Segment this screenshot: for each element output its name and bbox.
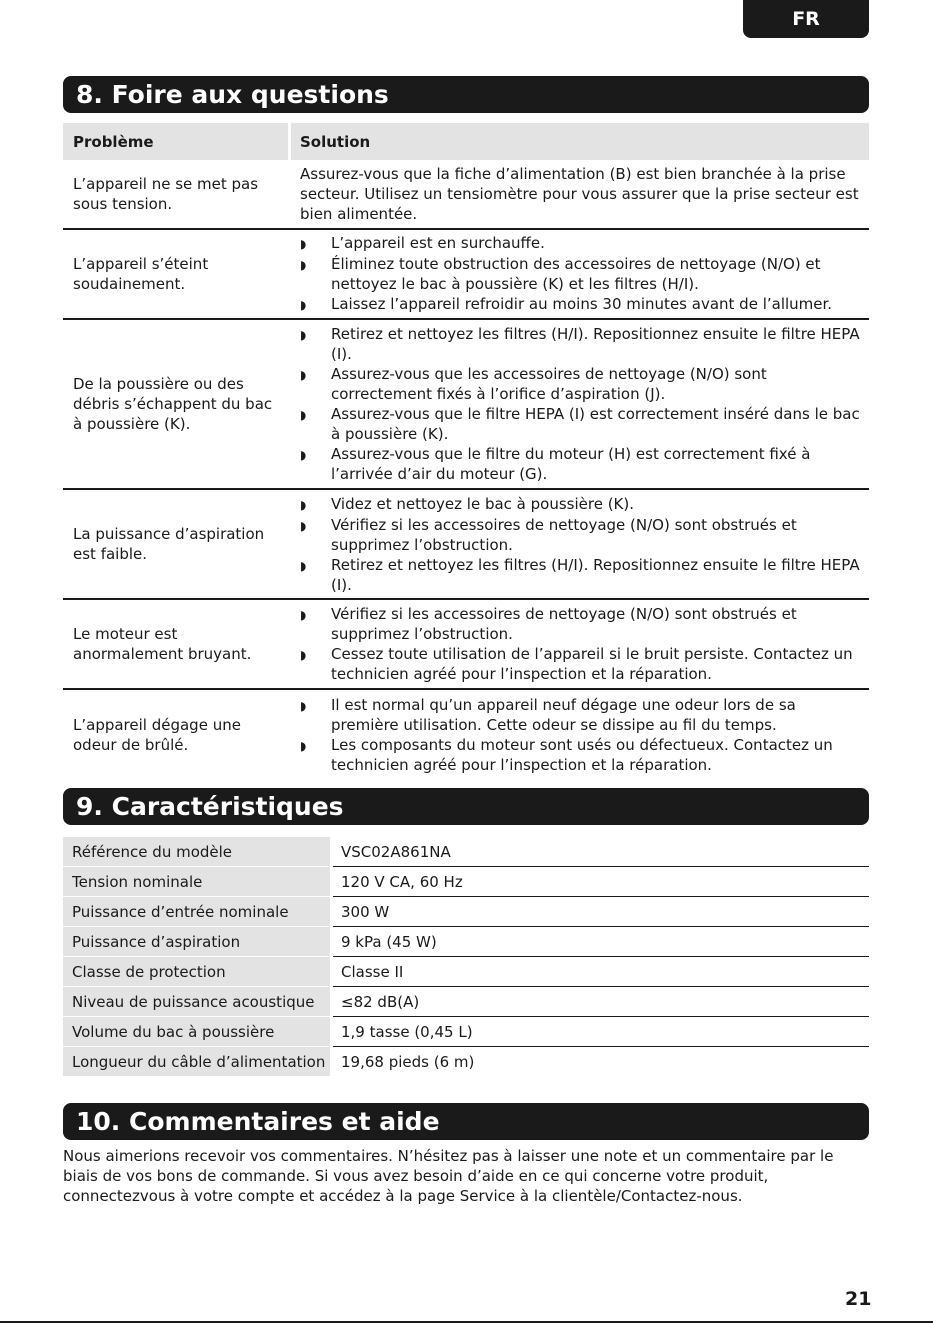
faq-bullet-text: Vérifiez si les accessoires de nettoyage (N/O) sont obstrués et supprimez l’obstruction.: [331, 515, 797, 554]
bullet-arrow-icon: ◗: [300, 298, 307, 312]
spec-row: [63, 837, 869, 867]
spec-label: Tension nominale: [63, 867, 330, 897]
faq-solution-cell: [291, 233, 869, 315]
bullet-arrow-icon: ◗: [300, 699, 307, 713]
faq-problem-cell: La puissance d’aspiration est faible.: [73, 525, 265, 563]
faq-solution-cell: [291, 494, 869, 595]
spec-value: 19,68 pieds (6 m): [341, 1053, 475, 1071]
faq-bullet-text: Assurez-vous que le filtre HEPA (I) est correctement inséré dans le bac à poussière (K).: [331, 405, 860, 443]
faq-solution-cell: [291, 695, 869, 775]
bullet-arrow-icon: ◗: [300, 368, 307, 382]
bullet-arrow-icon: ◗: [300, 518, 307, 533]
spec-value: 300 W: [333, 897, 869, 927]
faq-solution-bullet: [300, 254, 861, 294]
spec-row: [63, 867, 869, 897]
faq-col-solution: Solution: [291, 123, 869, 160]
faq-solution-bullet: [300, 404, 861, 444]
bullet-arrow-icon: ◗: [300, 237, 307, 251]
faq-row: [63, 230, 869, 320]
spec-label: Niveau de puissance acoustique: [63, 987, 330, 1017]
faq-solution-bullet: [300, 233, 861, 254]
faq-bullet-text: Retirez et nettoyez les filtres (H/I). Repositionnez ensuite le filtre HEPA (I).: [331, 555, 860, 594]
bullet-arrow-icon: ◗: [300, 648, 307, 662]
faq-bullet-text: Videz et nettoyez le bac à poussière (K).: [331, 494, 635, 513]
faq-problem-cell: Le moteur est anormalement bruyant.: [73, 625, 252, 663]
bullet-arrow-icon: ◗: [300, 258, 307, 272]
spec-row: [63, 927, 869, 957]
faq-solution-bullet: [300, 364, 861, 404]
faq-table-body: [63, 160, 869, 780]
faq-solution-cell: [291, 164, 869, 224]
faq-table-header: [63, 123, 869, 160]
spec-label: Puissance d’aspiration: [63, 927, 330, 957]
faq-solution-bullet: [300, 294, 861, 315]
specs-section-title: 9. Caractéristiques: [63, 788, 869, 825]
faq-solution-bullet: [300, 555, 861, 595]
faq-row: [63, 320, 869, 490]
bullet-arrow-icon: ◗: [300, 739, 307, 753]
feedback-paragraph: Nous aimerions recevoir vos commentaires. N’hésitez pas à laisser une note et un commentaire par le biais de vos bons de commande. Si vous avez besoin d’aide en ce qui concerne votre produit, connectezvous à votre compte et accédez à la page Service à la clientèle/Contactez-nous.: [63, 1147, 834, 1205]
faq-problem-cell: L’appareil ne se met pas sous tension.: [73, 175, 259, 213]
faq-bullet-text: Cessez toute utilisation de l’appareil si le bruit persiste. Contactez un technicien agréé pour l’inspection et la réparation.: [331, 645, 853, 683]
spec-value: 9 kPa (45 W): [333, 927, 869, 957]
bullet-arrow-icon: ◗: [300, 408, 307, 422]
spec-row: [63, 957, 869, 987]
faq-problem-cell: L’appareil dégage une odeur de brûlé.: [73, 716, 241, 754]
faq-table: [63, 123, 869, 780]
spec-value: ≤82 dB(A): [333, 987, 869, 1017]
bullet-arrow-icon: ◗: [300, 608, 307, 622]
spec-label: Puissance d’entrée nominale: [63, 897, 330, 927]
spec-row: [63, 1047, 869, 1077]
faq-row: [63, 600, 869, 690]
faq-section-title: 8. Foire aux questions: [63, 76, 869, 113]
faq-row: [63, 690, 869, 780]
faq-problem-cell: L’appareil s’éteint soudainement.: [73, 255, 209, 293]
spec-label: Classe de protection: [63, 957, 330, 987]
faq-bullet-text: Les composants du moteur sont usés ou défectueux. Contactez un technicien agréé pour l’inspection et la réparation.: [331, 736, 833, 774]
faq-solution-bullet: [300, 444, 861, 484]
faq-col-problem: Problème: [63, 123, 288, 160]
spec-label: Référence du modèle: [63, 837, 330, 867]
faq-row: [63, 160, 869, 230]
spec-value: 120 V CA, 60 Hz: [333, 867, 869, 897]
page-number: 21: [845, 1288, 872, 1310]
faq-problem-cell: De la poussière ou des débris s’échappent du bac à poussière (K).: [73, 375, 273, 433]
faq-solution-bullet: [300, 515, 861, 555]
faq-solution-bullet: [300, 324, 861, 364]
spec-label: Volume du bac à poussière: [63, 1017, 330, 1047]
faq-bullet-text: Assurez-vous que le filtre du moteur (H) est correctement fixé à l’arrivée d’air du moteur (G).: [331, 445, 811, 483]
faq-bullet-text: Vérifiez si les accessoires de nettoyage (N/O) sont obstrués et supprimez l’obstruction.: [331, 605, 797, 643]
faq-solution-bullet: [300, 735, 861, 775]
spec-row: [63, 987, 869, 1017]
bullet-arrow-icon: ◗: [300, 328, 307, 342]
bullet-arrow-icon: ◗: [300, 497, 307, 512]
faq-solution-cell: [291, 604, 869, 684]
spec-value: VSC02A861NA: [333, 837, 869, 867]
faq-bullet-text: Retirez et nettoyez les filtres (H/I). Repositionnez ensuite le filtre HEPA (I).: [331, 325, 860, 363]
faq-solution-bullet: [300, 604, 861, 644]
feedback-section-title: 10. Commentaires et aide: [63, 1103, 869, 1140]
spec-row: [63, 897, 869, 927]
faq-bullet-text: Assurez-vous que les accessoires de nettoyage (N/O) sont correctement fixés à l’orifice d’aspiration (J).: [331, 365, 767, 403]
faq-solution-cell: [291, 324, 869, 484]
faq-solution-text: Assurez-vous que la fiche d’alimentation (B) est bien branchée à la prise secteur. Utilisez un tensiomètre pour vous assurer que la prise secteur est bien alimentée.: [300, 165, 859, 223]
spec-label: Longueur du câble d’alimentation: [63, 1047, 330, 1077]
spec-row: [63, 1017, 869, 1047]
faq-solution-bullet: [300, 695, 861, 735]
spec-value: 1,9 tasse (0,45 L): [333, 1017, 869, 1047]
faq-solution-bullet: [300, 494, 861, 515]
bullet-arrow-icon: ◗: [300, 448, 307, 462]
faq-bullet-text: Laissez l’appareil refroidir au moins 30 minutes avant de l’allumer.: [331, 295, 833, 313]
faq-bullet-text: Il est normal qu’un appareil neuf dégage une odeur lors de sa première utilisation. Cette odeur se dissipe au fil du temps.: [331, 696, 796, 734]
faq-row: [63, 490, 869, 600]
spec-value: Classe II: [333, 957, 869, 987]
language-tab: FR: [743, 0, 869, 38]
specs-table: [63, 837, 869, 1077]
faq-solution-bullet: [300, 644, 861, 684]
faq-bullet-text: Éliminez toute obstruction des accessoires de nettoyage (N/O) et nettoyez le bac à poussière (K) et les filtres (H/I).: [331, 255, 821, 293]
faq-bullet-text: L’appareil est en surchauffe.: [331, 234, 545, 252]
bullet-arrow-icon: ◗: [300, 558, 307, 573]
bottom-rule: [0, 1321, 933, 1323]
